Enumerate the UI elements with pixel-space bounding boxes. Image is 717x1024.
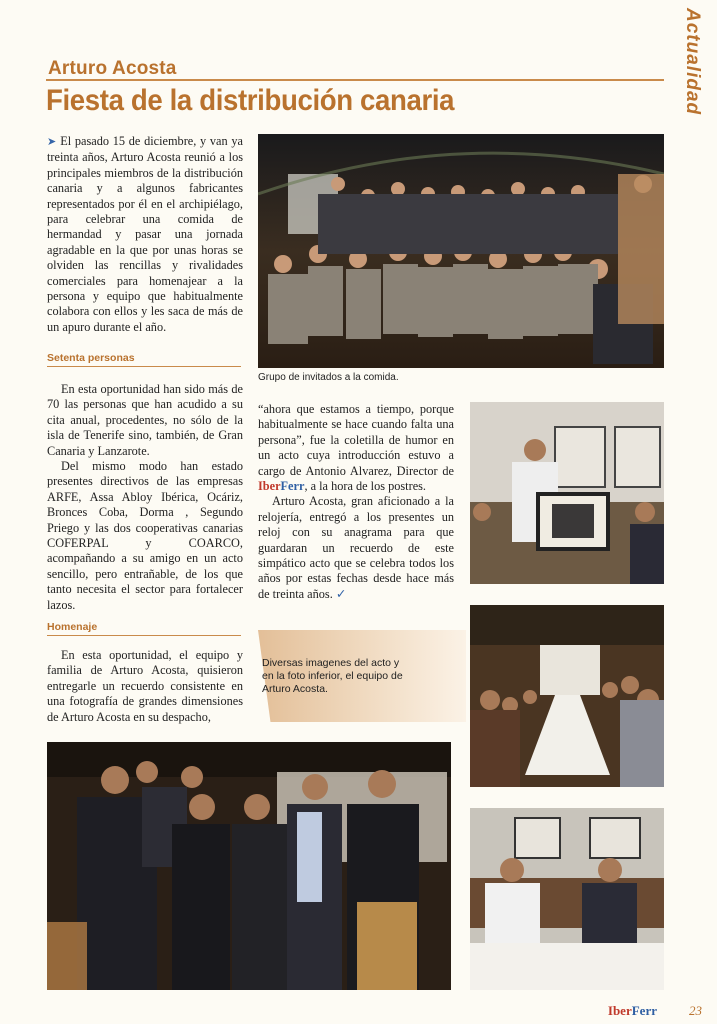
left-column-block-3 — [47, 648, 243, 725]
left-column — [47, 134, 243, 335]
photo-gift-presentation — [470, 402, 664, 584]
photo-group-guests-image — [258, 134, 664, 368]
left-column-block-2 — [47, 382, 243, 613]
middle-column — [258, 402, 454, 602]
paragraph-attendance: En esta oportunidad han sido más de 70 las personas que han acudido a su cita anual, procedentes, no sólo de la isla de Tenerife sino, también, de Gran Canaria y Lanzarote. — [47, 382, 243, 458]
paragraph-companies: Del mismo modo han estado presentes directivos de las empresas ARFE, Assa Abloy Ibérica, Ocáriz, Bronces Coba, Dorma , Segundo Priego y las dos cooperativas canarias COFERPAL y COARCO, acompañando a su amigo en un acto sencillo, pero entrañable, de los que tanto necesita el sector para fortalecer lazos. — [47, 459, 243, 612]
subhead-homenaje: Homenaje — [47, 621, 241, 636]
arrow-bullet-icon: ➤ — [47, 136, 57, 148]
iberferr-brand-inline: IberFerr — [258, 479, 305, 494]
subhead-setenta-personas: Setenta personas — [47, 352, 241, 367]
article-kicker: Arturo Acosta — [48, 58, 177, 79]
photo-arturo-acosta-team — [47, 742, 451, 990]
article-headline: Fiesta de la distribución canaria — [46, 84, 455, 117]
caption-main-photo: Grupo de invitados a la comida. — [258, 372, 399, 383]
header-rule — [46, 79, 664, 81]
photo-team-image — [47, 742, 451, 990]
photo-dinner-tables — [470, 605, 664, 787]
section-label: Actualidad — [682, 8, 703, 116]
paragraph-reloj: Arturo Acosta, gran aficionado a la relojería, entregó a los presentes un reloj con su anagrama para que guardaran un recuerdo de este simpático acto que se celebra todos los años por estas fechas desde hace más de treinta años. ✓ — [258, 494, 454, 601]
paragraph-quote: “ahora que estamos a tiempo, porque habitualmente se hace cuando falta una persona”, fue la coletilla de humor en un acto cuya introducción estuvo a cargo de Antonio Alvarez, Director de IberFerr, a la hora de los postres. — [258, 402, 454, 494]
photo-two-men-table-image — [470, 808, 664, 990]
intro-paragraph: ➤ El pasado 15 de diciembre, y van ya treinta años, Arturo Acosta reunió a los principales miembros de la distribución canaria y a algunos fabricantes representados por él en el archipiélago, para celebrar una comida de hermandad y pasar una jornada agradable en la que por unas horas se olviden las rencillas y rivalidades comerciales para homenajear a la persona y equipo que habitualmente colabora con ellos y les saca de más de un apuro durante el año. — [47, 134, 243, 334]
paragraph-homenaje: En esta oportunidad, el equipo y familia de Arturo Acosta, quisieron entregarle un recuerdo consistente en una fotografía de grandes dimensiones de Arturo Acosta en su despacho, — [47, 648, 243, 724]
footer-brand-logo: IberFerr — [607, 1003, 657, 1018]
photo-dinner-tables-image — [470, 605, 664, 787]
show-through-decoration — [555, 85, 665, 115]
photo-two-men-table — [470, 808, 664, 990]
caption-side-photos: Diversas imagenes del acto y en la foto inferior, el equipo de Arturo Acosta. — [262, 657, 403, 695]
photo-gift-presentation-image — [470, 402, 664, 584]
page-number: 23 — [689, 1003, 702, 1018]
end-mark-icon: ✓ — [335, 586, 347, 601]
photo-group-guests — [258, 134, 664, 368]
